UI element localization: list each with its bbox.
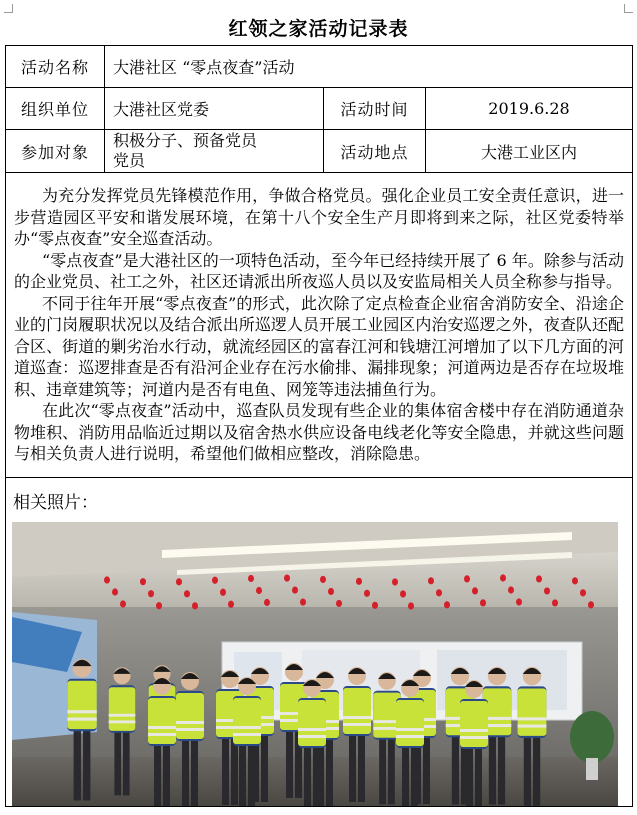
page-title: 红领之家活动记录表 <box>228 18 409 40</box>
lantern <box>372 602 378 609</box>
lantern <box>588 601 594 608</box>
description-paragraph-1: 为充分发挥党员先锋模范作用，争做合格党员。强化企业员工安全责任意识，进一步营造园区平安和谐发展环境，在第十八个安全生产月即将到来之际，社区党委特举办“零点夜查”安全巡查活动。 <box>14 186 625 249</box>
lantern <box>508 586 514 593</box>
lantern <box>120 600 126 607</box>
lantern <box>284 574 290 581</box>
lantern <box>184 590 190 597</box>
participants-line-1: 积极分子、预备党员 <box>113 131 258 150</box>
lantern <box>544 587 550 594</box>
lantern <box>428 577 434 584</box>
lantern <box>464 575 470 582</box>
lantern <box>392 578 398 585</box>
lantern <box>444 601 450 608</box>
lantern <box>580 589 586 596</box>
lantern <box>552 599 558 606</box>
lantern <box>364 590 370 597</box>
activity-time-value[interactable]: 2019.6.28 <box>426 88 633 130</box>
lantern <box>264 599 270 606</box>
lantern <box>436 589 442 596</box>
lantern <box>472 587 478 594</box>
photos-label: 相关照片： <box>13 493 98 513</box>
activity-description[interactable] <box>6 173 633 478</box>
lantern <box>220 589 226 596</box>
lantern <box>336 600 342 607</box>
description-paragraph-3: 不同于往年开展“零点夜查”的形式，此次除了定点检查企业宿舍消防安全、沿途企业的门岗履职状况以及结合派出所巡逻人员开展工业园区内治安巡逻之外，夜查队还配合区、街道的剿劣治水行动，就流经园区的富春江河和钱塘江河增加了以下几方面的河道巡查：巡逻排查是否有沿河企业存在污水偷排、漏排现象；河道两边是否存在垃圾堆积、违章建筑等；河道内是否有电鱼、网笼等违法捕鱼行为。 <box>14 293 625 399</box>
lantern <box>148 590 154 597</box>
lantern <box>300 598 306 605</box>
lantern <box>156 602 162 609</box>
lantern <box>572 577 578 584</box>
activity-record-table <box>5 45 633 807</box>
location-label: 活动地点 <box>324 130 426 173</box>
organizer-label: 组织单位 <box>6 88 105 130</box>
page-corner-mark <box>624 4 633 13</box>
lantern <box>480 599 486 606</box>
activity-name-label: 活动名称 <box>6 46 105 88</box>
activity-time-label: 活动时间 <box>324 88 426 130</box>
location-value[interactable]: 大港工业区内 <box>426 130 633 173</box>
lantern <box>516 598 522 605</box>
lantern <box>140 578 146 585</box>
participants-label: 参加对象 <box>6 130 105 173</box>
lantern <box>228 601 234 608</box>
lantern <box>536 575 542 582</box>
lantern <box>328 588 334 595</box>
lantern <box>320 576 326 583</box>
lantern <box>248 575 254 582</box>
lantern <box>112 588 118 595</box>
lantern <box>256 587 262 594</box>
lantern <box>500 574 506 581</box>
lantern <box>212 577 218 584</box>
lantern <box>292 586 298 593</box>
lantern <box>400 590 406 597</box>
group-photo-illustration <box>12 522 618 806</box>
activity-name-value[interactable]: 大港社区 “零点夜查”活动 <box>105 46 633 88</box>
page-corner-mark <box>4 4 13 13</box>
lantern <box>192 602 198 609</box>
description-paragraph-2: “零点夜查”是大港社区的一项特色活动，至今年已经持续开展了 6 年。除参与活动的企业党员、社工之外，社区还请派出所夜巡人员以及安监局相关人员全称参与指导。 <box>14 250 625 292</box>
lantern <box>104 576 110 583</box>
participants-value[interactable] <box>105 130 324 173</box>
lantern <box>408 602 414 609</box>
group-photo <box>12 522 618 806</box>
organizer-value[interactable]: 大港社区党委 <box>105 88 324 130</box>
participants-line-2: 党员 <box>113 151 146 170</box>
description-paragraph-4: 在此次“零点夜查”活动中，巡查队员发现有些企业的集体宿舍楼中存在消防通道杂物堆积、消防用品临近过期以及宿舍热水供应设备电线老化等安全隐患，并就这些问题与相关负责人进行说明，希望他们做相应整改，消除隐患。 <box>14 401 625 464</box>
photos-cell <box>6 478 633 807</box>
lantern <box>356 578 362 585</box>
lantern <box>176 578 182 585</box>
